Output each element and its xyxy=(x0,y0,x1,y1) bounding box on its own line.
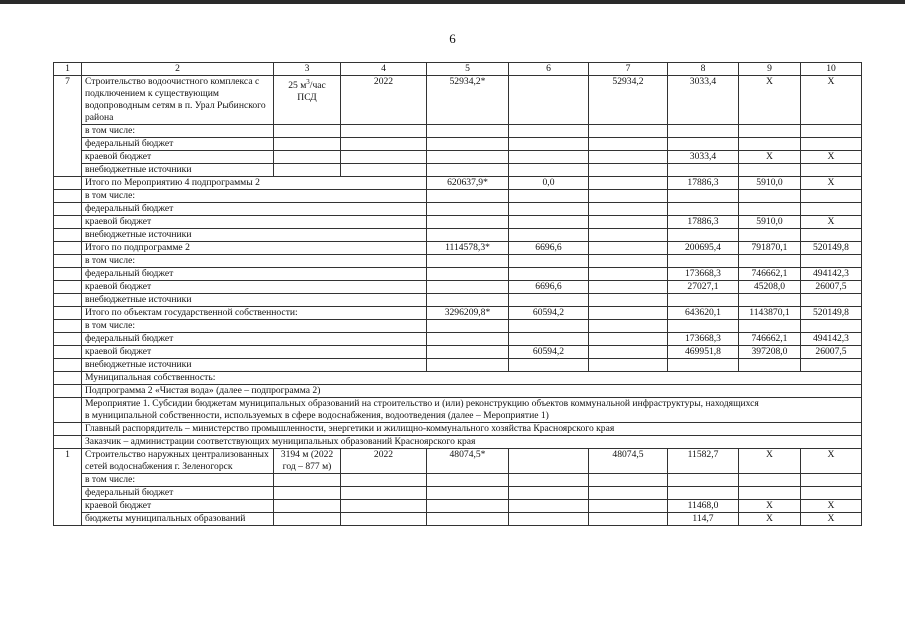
table-row xyxy=(54,487,862,500)
customer-heading: Заказчик – администрации соответствующих муниципальных образований Красноярского края xyxy=(82,436,862,449)
row-label: внебюджетные источники xyxy=(82,359,427,372)
capacity-note: ПСД xyxy=(297,92,317,104)
value-cell: 48074,5* xyxy=(427,449,509,474)
value-cell: 620637,9* xyxy=(427,177,509,190)
value-cell: X xyxy=(801,216,862,229)
header-cell: 9 xyxy=(739,63,801,76)
value-cell: 520149,8 xyxy=(801,242,862,255)
value-cell: 3033,4 xyxy=(668,76,739,125)
row-label: в том числе: xyxy=(82,125,274,138)
row-label: федеральный бюджет xyxy=(82,333,427,346)
row-label: федеральный бюджет xyxy=(82,268,427,281)
event-heading-line-1: Мероприятие 1. Субсидии бюджетам муниципальных образований на строительство и (или) реконструкцию объектов коммунальной инфраструктуры, находящихся xyxy=(85,398,759,409)
value-cell: X xyxy=(801,513,862,526)
distributor-heading: Главный распорядитель – министерство промышленности, энергетики и жилищно-коммунального хозяйства Красноярского края xyxy=(82,423,862,436)
header-cell: 1 xyxy=(54,63,82,76)
table-row xyxy=(54,359,862,372)
value-cell: 45208,0 xyxy=(739,281,801,294)
table-row xyxy=(54,268,862,281)
header-cell: 8 xyxy=(668,63,739,76)
value-cell: 173668,3 xyxy=(668,333,739,346)
row-label: внебюджетные источники xyxy=(82,164,274,177)
total-label: Итого по подпрограмме 2 xyxy=(82,242,427,255)
table-row xyxy=(54,164,862,177)
value-cell: 6696,6 xyxy=(509,242,589,255)
value-cell: 3296209,8* xyxy=(427,307,509,320)
capacity-value: 25 м xyxy=(288,80,307,92)
row-label: краевой бюджет xyxy=(82,500,274,513)
row-number: 7 xyxy=(54,76,82,177)
table-row xyxy=(54,333,862,346)
value-cell: 397208,0 xyxy=(739,346,801,359)
header-cell: 6 xyxy=(509,63,589,76)
value-cell: 5910,0 xyxy=(739,177,801,190)
capacity-superscript: 3 xyxy=(306,78,310,86)
value-cell: X xyxy=(739,449,801,474)
value-cell: 746662,1 xyxy=(739,333,801,346)
header-cell: 10 xyxy=(801,63,862,76)
table-row xyxy=(54,372,862,385)
table-row xyxy=(54,385,862,398)
row-label: в том числе: xyxy=(82,474,274,487)
section-heading: Муниципальная собственность: xyxy=(82,372,862,385)
row-label: краевой бюджет xyxy=(82,346,427,359)
table-row xyxy=(54,203,862,216)
table-row xyxy=(54,449,862,474)
value-cell: 11468,0 xyxy=(668,500,739,513)
table-row xyxy=(54,125,862,138)
value-cell: 27027,1 xyxy=(668,281,739,294)
value-cell: 1114578,3* xyxy=(427,242,509,255)
capacity-cell xyxy=(274,76,341,125)
header-cell: 5 xyxy=(427,63,509,76)
year-cell: 2022 xyxy=(341,76,427,125)
table-row xyxy=(54,281,862,294)
value-cell: 11582,7 xyxy=(668,449,739,474)
row-label: федеральный бюджет xyxy=(82,487,274,500)
value-cell: 6696,6 xyxy=(509,281,589,294)
table-row xyxy=(54,190,862,203)
value-cell: X xyxy=(739,151,801,164)
value-cell: X xyxy=(801,177,862,190)
value-cell: 173668,3 xyxy=(668,268,739,281)
capacity-unit: /час xyxy=(309,80,326,92)
value-cell: 52934,2* xyxy=(427,76,509,125)
table-row xyxy=(54,255,862,268)
table-row xyxy=(54,229,862,242)
row-label: внебюджетные источники xyxy=(82,229,427,242)
row-label: федеральный бюджет xyxy=(82,203,427,216)
table-row xyxy=(54,346,862,359)
value-cell: 791870,1 xyxy=(739,242,801,255)
top-edge-bar xyxy=(0,0,905,4)
value-cell: 520149,8 xyxy=(801,307,862,320)
object-name: Строительство водоочистного комплекса с подключением к существующим водопроводным сетям в п. Урал Рыбинского района xyxy=(82,76,274,125)
table-row xyxy=(54,294,862,307)
total-label: Итого по объектам государственной собственности: xyxy=(82,307,427,320)
table-row xyxy=(54,513,862,526)
value-cell: 52934,2 xyxy=(589,76,668,125)
row-label: в том числе: xyxy=(82,255,427,268)
table-row xyxy=(54,76,862,125)
row-label: федеральный бюджет xyxy=(82,138,274,151)
value-cell: 0,0 xyxy=(509,177,589,190)
value-cell: 494142,3 xyxy=(801,268,862,281)
table-row xyxy=(54,177,862,190)
value-cell: 200695,4 xyxy=(668,242,739,255)
total-label: Итого по Мероприятию 4 подпрограммы 2 xyxy=(82,177,427,190)
table-row xyxy=(54,423,862,436)
value-cell: X xyxy=(739,513,801,526)
row-label: краевой бюджет xyxy=(82,151,274,164)
header-cell: 3 xyxy=(274,63,341,76)
value-cell: X xyxy=(801,151,862,164)
table-row xyxy=(54,138,862,151)
row-label: бюджеты муниципальных образований xyxy=(82,513,274,526)
page-number: 6 xyxy=(449,31,456,46)
header-cell: 7 xyxy=(589,63,668,76)
value-cell: X xyxy=(739,76,801,125)
value-cell: X xyxy=(801,76,862,125)
capacity-cell: 3194 м (2022 год – 877 м) xyxy=(274,449,341,474)
header-cell: 2 xyxy=(82,63,274,76)
value-cell: 26007,5 xyxy=(801,346,862,359)
header-row xyxy=(54,63,862,76)
object-name: Строительство наружных централизованных сетей водоснабжения г. Зеленогорск xyxy=(82,449,274,474)
table-row xyxy=(54,398,862,423)
value-cell: 1143870,1 xyxy=(739,307,801,320)
table-row xyxy=(54,500,862,513)
value-cell: 643620,1 xyxy=(668,307,739,320)
table-row xyxy=(54,216,862,229)
value-cell: 60594,2 xyxy=(509,346,589,359)
value-cell xyxy=(509,76,589,125)
table-row xyxy=(54,474,862,487)
row-label: краевой бюджет xyxy=(82,216,427,229)
value-cell: 746662,1 xyxy=(739,268,801,281)
value-cell: X xyxy=(801,449,862,474)
table-row xyxy=(54,151,862,164)
value-cell: 114,7 xyxy=(668,513,739,526)
table-row xyxy=(54,436,862,449)
value-cell: X xyxy=(801,500,862,513)
year-cell: 2022 xyxy=(341,449,427,474)
value-cell: 3033,4 xyxy=(668,151,739,164)
row-number: 1 xyxy=(54,449,82,526)
row-label: краевой бюджет xyxy=(82,281,427,294)
value-cell: X xyxy=(739,500,801,513)
value-cell: 17886,3 xyxy=(668,177,739,190)
table-row xyxy=(54,320,862,333)
event-heading-line-2: в муниципальной собственности, используемых в сфере водоснабжения, водоотведения (далее – Мероприятие 1) xyxy=(85,410,549,421)
table-row xyxy=(54,242,862,255)
value-cell: 26007,5 xyxy=(801,281,862,294)
row-label: в том числе: xyxy=(82,320,427,333)
row-label: внебюджетные источники xyxy=(82,294,427,307)
value-cell: 60594,2 xyxy=(509,307,589,320)
event-heading xyxy=(82,398,862,423)
budget-table xyxy=(53,62,862,526)
program-heading: Подпрограмма 2 «Чистая вода» (далее – подпрограмма 2) xyxy=(82,385,862,398)
value-cell: 469951,8 xyxy=(668,346,739,359)
value-cell: 48074,5 xyxy=(589,449,668,474)
value-cell: 17886,3 xyxy=(668,216,739,229)
row-label: в том числе: xyxy=(82,190,427,203)
header-cell: 4 xyxy=(341,63,427,76)
value-cell: 494142,3 xyxy=(801,333,862,346)
table-row xyxy=(54,307,862,320)
value-cell: 5910,0 xyxy=(739,216,801,229)
